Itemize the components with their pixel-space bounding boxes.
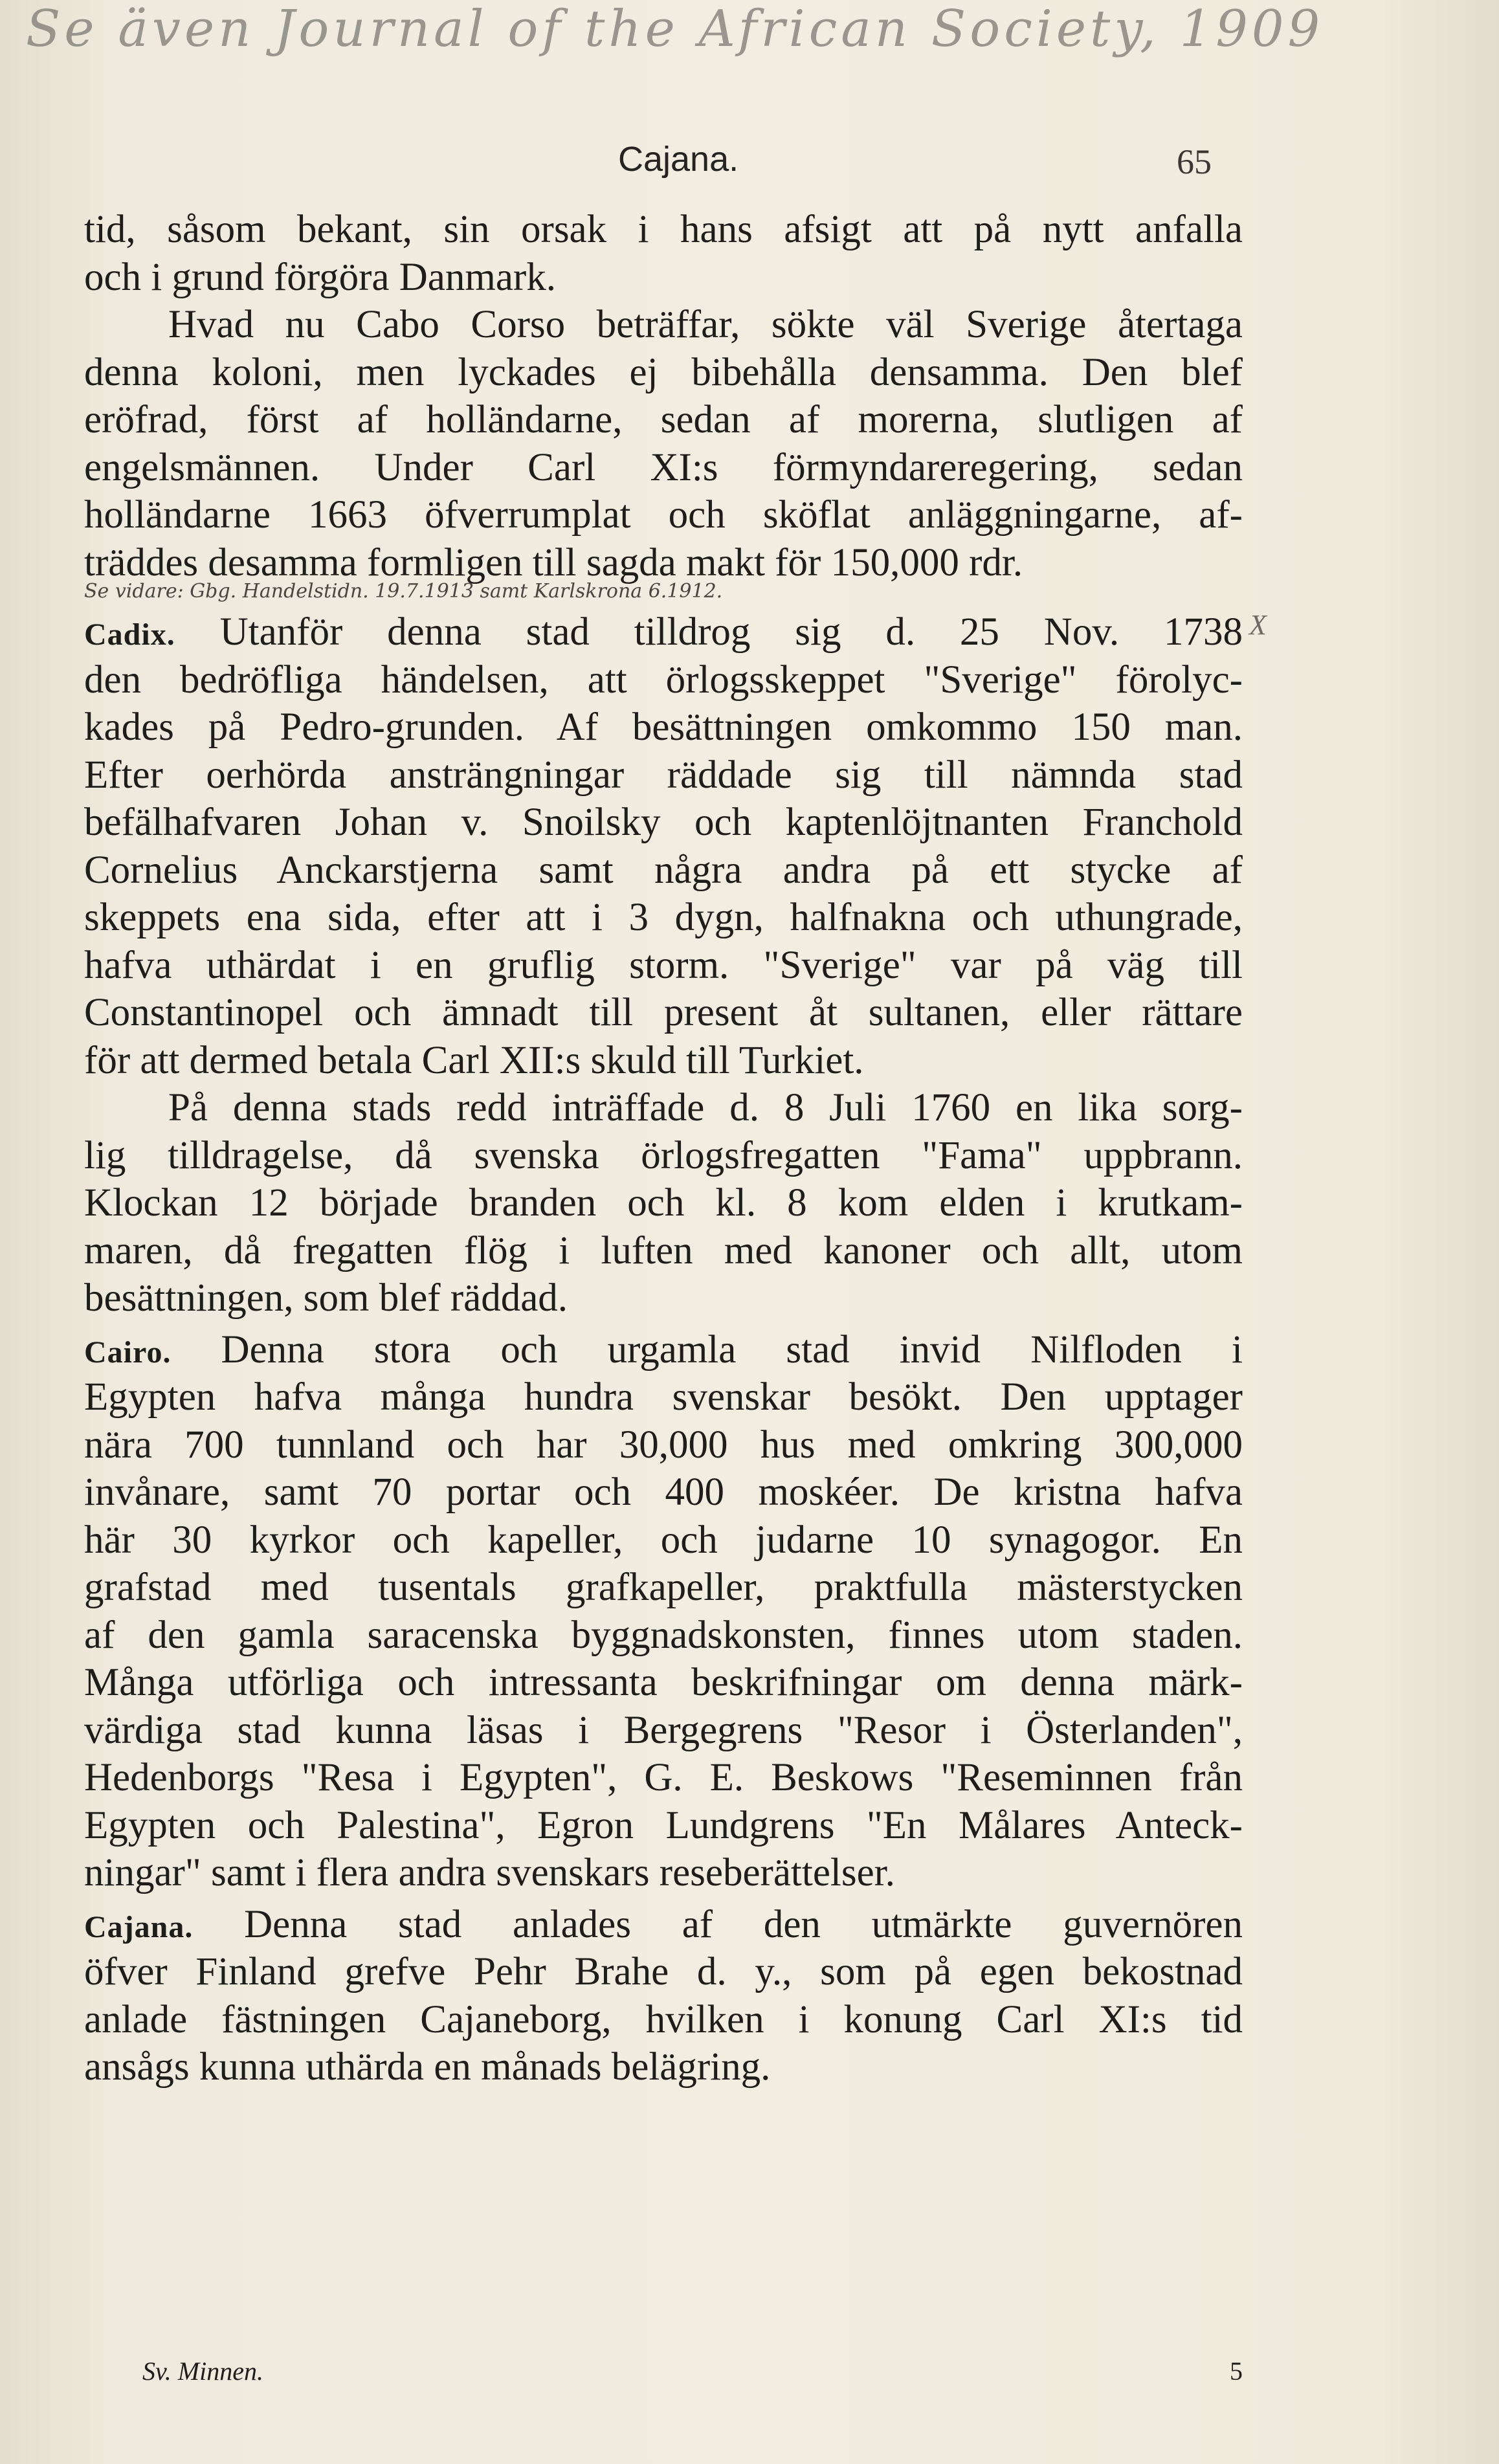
- footer-book-title: Sv. Minnen.: [142, 2357, 263, 2386]
- text-line: besättningen, som blef räddad.: [84, 1276, 568, 1320]
- text-line: maren, då fregatten flög i luften med kanoner och allt, utom: [84, 1228, 1243, 1272]
- entry-keyword-cadix: Cadix.: [84, 617, 175, 652]
- text-line: anlade fästningen Cajaneborg, hvilken i konung Carl XI:s tid: [84, 1997, 1243, 2041]
- text-line: Efter oerhörda ansträngningar räddade sig till nämnda stad: [84, 753, 1243, 797]
- text-line: hafva uthärdat i en gruflig storm. "Sverige" var på väg till: [84, 943, 1243, 987]
- text-line: kades på Pedro-grunden. Af besättningen omkommo 150 man.: [84, 705, 1243, 749]
- text-line: värdiga stad kunna läsas i Bergegrens "Resor i Österlanden",: [84, 1708, 1243, 1752]
- entry-cairo-first-line: [84, 1326, 1243, 1374]
- text-line: nära 700 tunnland och har 30,000 hus med omkring 300,000: [84, 1423, 1243, 1467]
- text-line: befälhafvaren Johan v. Snoilsky och kaptenlöjtnanten Franchold: [84, 801, 1243, 844]
- text-line: öfver Finland grefve Pehr Brahe d. y., som på egen bekostnad: [84, 1950, 1243, 1993]
- text-line: här 30 kyrkor och kapeller, och judarne 10 synagogor. En: [84, 1518, 1243, 1562]
- entry-keyword-cairo: Cairo.: [84, 1335, 172, 1370]
- text-line: eröfrad, först af holländarne, sedan af morerna, slutligen af: [84, 398, 1243, 441]
- text-line: af den gamla saracenska byggnadskonsten, finnes utom staden.: [84, 1613, 1243, 1657]
- text-line: skeppets ena sida, efter att i 3 dygn, halfnakna och uthungrade,: [84, 896, 1243, 939]
- text-line: Många utförliga och intressanta beskrifningar om denna märk-: [84, 1661, 1243, 1704]
- text-line: Klockan 12 började branden och kl. 8 kom elden i krutkam-: [84, 1181, 1243, 1225]
- text-line: engelsmännen. Under Carl XI:s förmyndareregering, sedan: [84, 445, 1243, 489]
- text-line: denna koloni, men lyckades ej bibehålla densamma. Den blef: [84, 350, 1243, 394]
- text-line: Utanför denna stad tilldrog sig d. 25 Nov. 1738: [219, 610, 1243, 654]
- entry-keyword-cajana: Cajana.: [84, 1909, 194, 1944]
- text-line: Egypten hafva många hundra svenskar besökt. Den upptager: [84, 1375, 1243, 1419]
- text-line: Denna stad anlades af den utmärkte guvernören: [244, 1902, 1243, 1946]
- text-line: träddes desamma formligen till sagda makt för 150,000 rdr.: [84, 540, 1023, 584]
- text-line: den bedröfliga händelsen, att örlogsskeppet "Sverige" förolyc-: [84, 658, 1243, 702]
- text-line: På denna stads redd inträffade d. 8 Juli 1760 en lika sorg-: [168, 1086, 1243, 1129]
- text-line: lig tilldragelse, då svenska örlogsfregatten "Fama" uppbrann.: [84, 1133, 1243, 1177]
- text-line: Cornelius Anckarstjerna samt några andra på ett stycke af: [84, 848, 1243, 892]
- text-line: och i grund förgöra Danmark.: [84, 255, 556, 299]
- running-head-title: Cajana.: [618, 140, 739, 179]
- text-line: Hvad nu Cabo Corso beträffar, sökte väl Sverige återtaga: [168, 303, 1243, 346]
- entry-cajana-first-line: [84, 1901, 1243, 1949]
- text-line: Denna stora och urgamla stad invid Nilfloden i: [221, 1327, 1243, 1371]
- handwritten-reference: Se även Journal of the African Society, 1909: [26, 0, 1324, 58]
- page-number: 65: [1177, 142, 1212, 181]
- text-line: Egypten och Palestina", Egron Lundgrens "En Målares Anteck-: [84, 1803, 1243, 1847]
- text-line: Constantinopel och ämnadt till present åt sultanen, eller rättare: [84, 991, 1243, 1034]
- text-line: ansågs kunna uthärda en månads belägring.: [84, 2045, 771, 2089]
- text-line: tid, såsom bekant, sin orsak i hans afsigt att på nytt anfalla: [84, 208, 1243, 251]
- running-head: [0, 139, 1499, 184]
- entry-cadix-first-line: [84, 608, 1243, 656]
- text-line: holländarne 1663 öfverrumplat och sköflat anläggningarne, af-: [84, 493, 1243, 537]
- footer-signature: 5: [1230, 2357, 1243, 2386]
- text-line: grafstad med tusentals grafkapeller, praktfulla mästerstycken: [84, 1566, 1243, 1609]
- margin-mark: X: [1249, 609, 1267, 641]
- text-line: invånare, samt 70 portar och 400 moskéer. De kristna hafva: [84, 1471, 1243, 1514]
- body-text: [84, 206, 1243, 2091]
- text-line: Hedenborgs "Resa i Egypten", G. E. Beskows "Reseminnen från: [84, 1756, 1243, 1799]
- page-footer: [84, 2356, 1243, 2395]
- handwritten-note: Se vidare: Gbg. Handelstidn. 19.7.1913 samt Karlskrona 6.1912.: [84, 580, 723, 603]
- text-line: ningar" samt i flera andra svenskars reseberättelser.: [84, 1851, 895, 1894]
- text-line: för att dermed betala Carl XII:s skuld till Turkiet.: [84, 1038, 864, 1082]
